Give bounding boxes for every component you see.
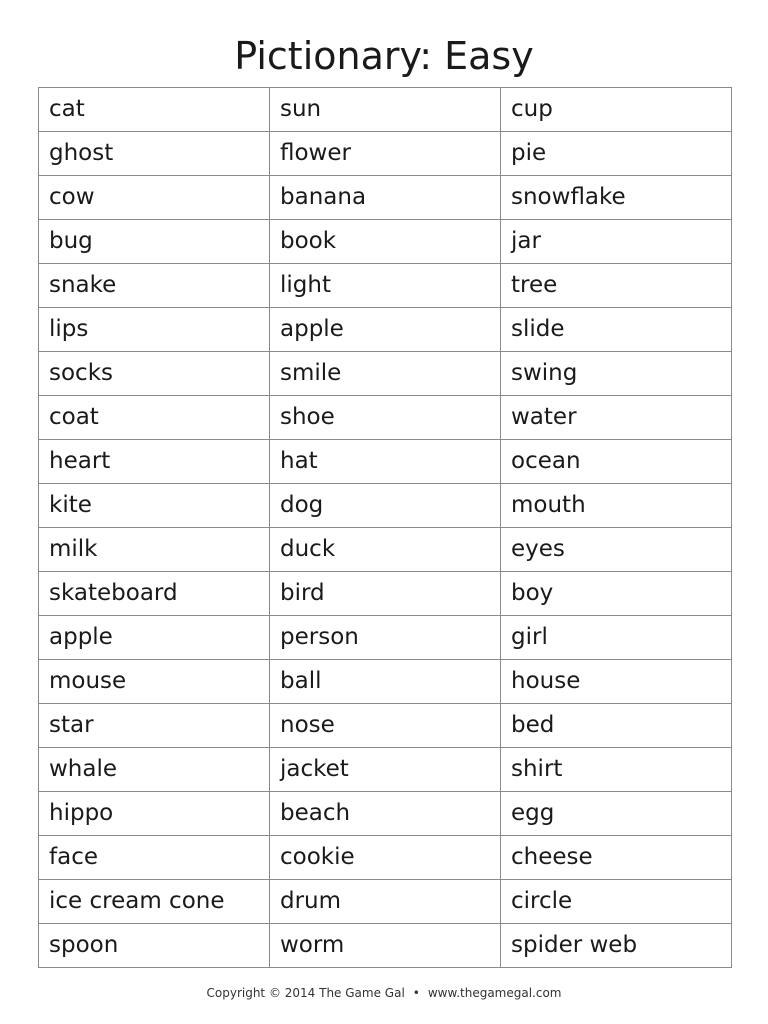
- word-cell: hat: [270, 440, 501, 484]
- word-cell: apple: [270, 308, 501, 352]
- word-cell: skateboard: [39, 572, 270, 616]
- table-row: [39, 748, 732, 792]
- copyright-text: Copyright © 2014 The Game Gal: [206, 986, 405, 1000]
- word-cell: socks: [39, 352, 270, 396]
- word-cell: bed: [501, 704, 732, 748]
- table-row: [39, 440, 732, 484]
- word-cell: whale: [39, 748, 270, 792]
- word-cell: bird: [270, 572, 501, 616]
- table-row: [39, 616, 732, 660]
- word-cell: swing: [501, 352, 732, 396]
- word-cell: circle: [501, 880, 732, 924]
- table-row: [39, 572, 732, 616]
- table-row: [39, 264, 732, 308]
- table-row: [39, 792, 732, 836]
- word-cell: boy: [501, 572, 732, 616]
- word-cell: ball: [270, 660, 501, 704]
- table-row: [39, 308, 732, 352]
- word-cell: apple: [39, 616, 270, 660]
- word-cell: star: [39, 704, 270, 748]
- table-row: [39, 880, 732, 924]
- footer-separator: •: [412, 986, 420, 1000]
- word-cell: worm: [270, 924, 501, 968]
- word-cell: cat: [39, 88, 270, 132]
- word-cell: mouse: [39, 660, 270, 704]
- word-cell: tree: [501, 264, 732, 308]
- word-cell: ocean: [501, 440, 732, 484]
- word-cell: house: [501, 660, 732, 704]
- word-cell: smile: [270, 352, 501, 396]
- table-row: [39, 352, 732, 396]
- page-title: Pictionary: Easy: [234, 34, 534, 78]
- word-cell: milk: [39, 528, 270, 572]
- word-cell: pie: [501, 132, 732, 176]
- website-link[interactable]: www.thegamegal.com: [427, 986, 562, 1000]
- word-cell: lips: [39, 308, 270, 352]
- word-cell: shirt: [501, 748, 732, 792]
- word-cell: face: [39, 836, 270, 880]
- word-cell: beach: [270, 792, 501, 836]
- word-cell: light: [270, 264, 501, 308]
- word-cell: egg: [501, 792, 732, 836]
- table-row: [39, 88, 732, 132]
- word-cell: flower: [270, 132, 501, 176]
- word-cell: coat: [39, 396, 270, 440]
- word-cell: snowflake: [501, 176, 732, 220]
- word-cell: eyes: [501, 528, 732, 572]
- word-cell: shoe: [270, 396, 501, 440]
- word-cell: spoon: [39, 924, 270, 968]
- word-cell: book: [270, 220, 501, 264]
- word-cell: drum: [270, 880, 501, 924]
- word-cell: girl: [501, 616, 732, 660]
- word-cell: sun: [270, 88, 501, 132]
- table-row: [39, 704, 732, 748]
- word-cell: cheese: [501, 836, 732, 880]
- footer: [0, 984, 768, 1002]
- table-row: [39, 924, 732, 968]
- word-cell: dog: [270, 484, 501, 528]
- word-table-body: [39, 88, 732, 968]
- table-row: [39, 836, 732, 880]
- word-cell: slide: [501, 308, 732, 352]
- table-row: [39, 484, 732, 528]
- word-cell: person: [270, 616, 501, 660]
- word-cell: jacket: [270, 748, 501, 792]
- word-cell: duck: [270, 528, 501, 572]
- word-cell: cookie: [270, 836, 501, 880]
- word-cell: nose: [270, 704, 501, 748]
- word-cell: kite: [39, 484, 270, 528]
- word-cell: water: [501, 396, 732, 440]
- table-row: [39, 220, 732, 264]
- word-cell: mouth: [501, 484, 732, 528]
- word-cell: snake: [39, 264, 270, 308]
- word-cell: banana: [270, 176, 501, 220]
- table-row: [39, 528, 732, 572]
- word-cell: spider web: [501, 924, 732, 968]
- word-cell: ice cream cone: [39, 880, 270, 924]
- word-cell: hippo: [39, 792, 270, 836]
- word-cell: bug: [39, 220, 270, 264]
- word-cell: ghost: [39, 132, 270, 176]
- table-row: [39, 176, 732, 220]
- table-row: [39, 132, 732, 176]
- table-row: [39, 396, 732, 440]
- word-table: [38, 87, 732, 968]
- word-cell: heart: [39, 440, 270, 484]
- table-row: [39, 660, 732, 704]
- word-cell: cup: [501, 88, 732, 132]
- word-cell: cow: [39, 176, 270, 220]
- word-cell: jar: [501, 220, 732, 264]
